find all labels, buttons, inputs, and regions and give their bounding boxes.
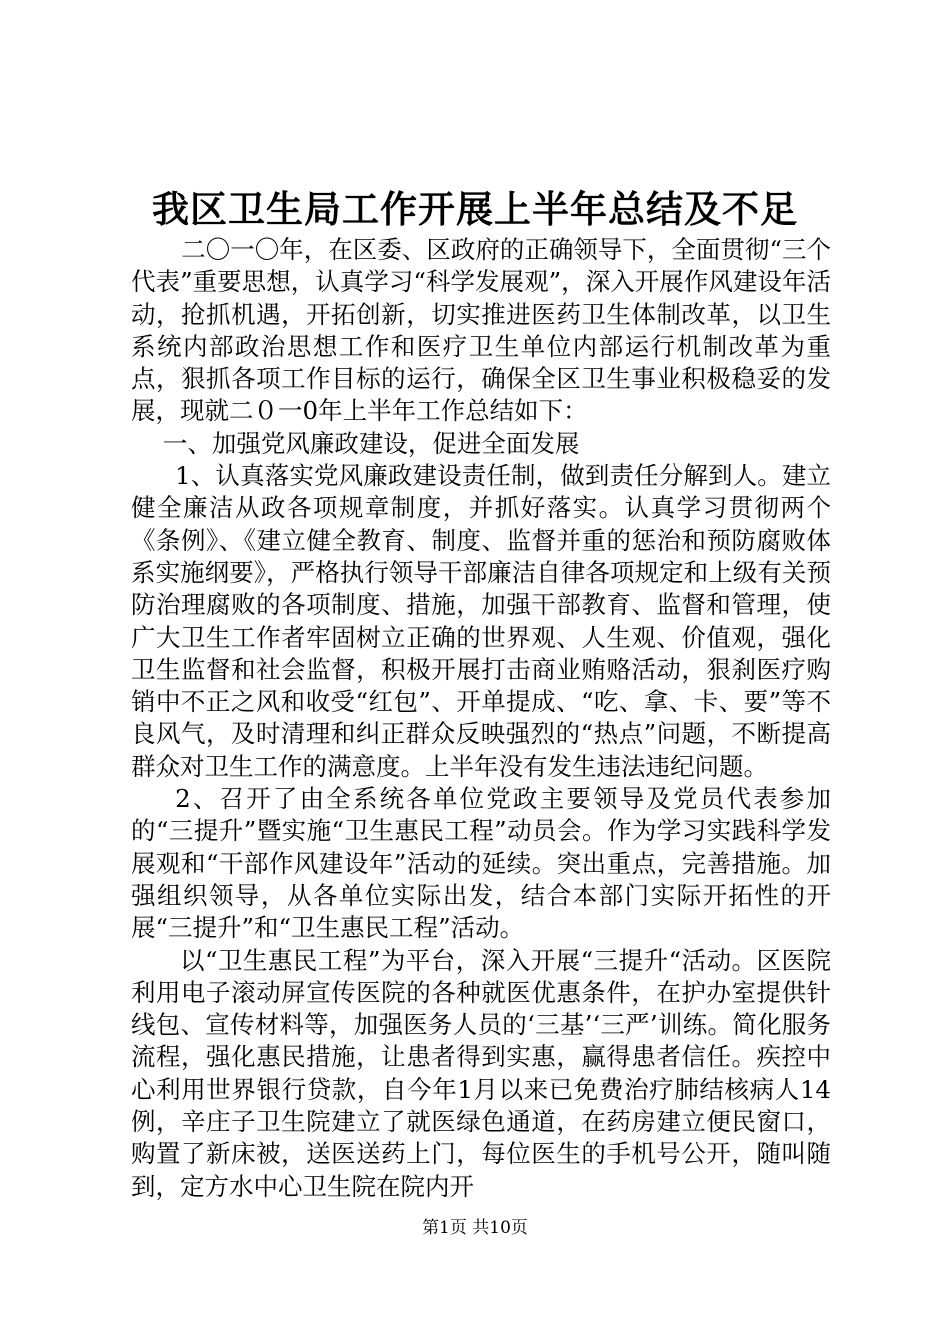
section-heading: 一、加强党风廉政建设，促进全面发展 [162, 428, 580, 458]
paragraph-item-2: 2、召开了由全系统各单位党政主要领导及党员代表参加的“三提升”暨实施“卫生惠民工程”动员会。作为学习实践科学发展观和“干部作风建设年”活动的延续。突出重点，完善措施。加强组织领导，从各单位实际出发，结合本部门实际开拓性的开展“三提升”和“卫生惠民工程”活动。 [131, 784, 831, 943]
page-footer: 第1页 共10页 [422, 1218, 528, 1238]
paragraph-platform: 以“卫生惠民工程”为平台，深入开展“三提升“活动。区医院利用电子滚动屏宣传医院的各种就医优惠条件，在护办室提供针线包、宣传材料等，加强医务人员的‘三基’‘三严’训练。简化服务流程，强化惠民措施，让患者得到实惠，赢得患者信任。疾控中心利用世界银行贷款，自今年1月以来已免费治疗肺结核病人14例，辛庄子卫生院建立了就医绿色通道，在药房建立便民窗口，购置了新床被，送医送药上门，每位医生的手机号公开，随叫随到，定方水中心卫生院在院内开 [131, 945, 831, 1201]
document-title: 我区卫生局工作开展上半年总结及不足 [152, 188, 798, 231]
paragraph-intro: 二〇一〇年，在区委、区政府的正确领导下，全面贯彻“三个代表”重要思想，认真学习“科学发展观”，深入开展作风建设年活动，抢抓机遇，开拓创新，切实推进医药卫生体制改革，以卫生系统内部政治思想工作和医疗卫生单位内部运行机制改革为重点，狠抓各项工作目标的运行，确保全区卫生事业积极稳妥的发展，现就二０一0年上半年工作总结如下： [131, 235, 831, 426]
document-body [131, 234, 831, 1203]
paragraph-item-1: 1、认真落实党风廉政建设责任制，做到责任分解到人。建立健全廉洁从政各项规章制度，并抓好落实。认真学习贯彻两个《条例》、《建立健全教育、制度、监督并重的惩治和预防腐败体系实施纲要》，严格执行领导干部廉洁自律各项规定和上级有关预防治理腐败的各项制度、措施，加强干部教育、监督和管理，使广大卫生工作者牢固树立正确的世界观、人生观、价值观，强化卫生监督和社会监督，积极开展打击商业贿赂活动，狠刹医疗购销中不正之风和收受“红包”、开单提成、“吃、拿、卡、要”等不良风气，及时清理和纠正群众反映强烈的“热点”问题，不断提高群众对卫生工作的满意度。上半年没有发生违法违纪问题。 [131, 461, 831, 781]
